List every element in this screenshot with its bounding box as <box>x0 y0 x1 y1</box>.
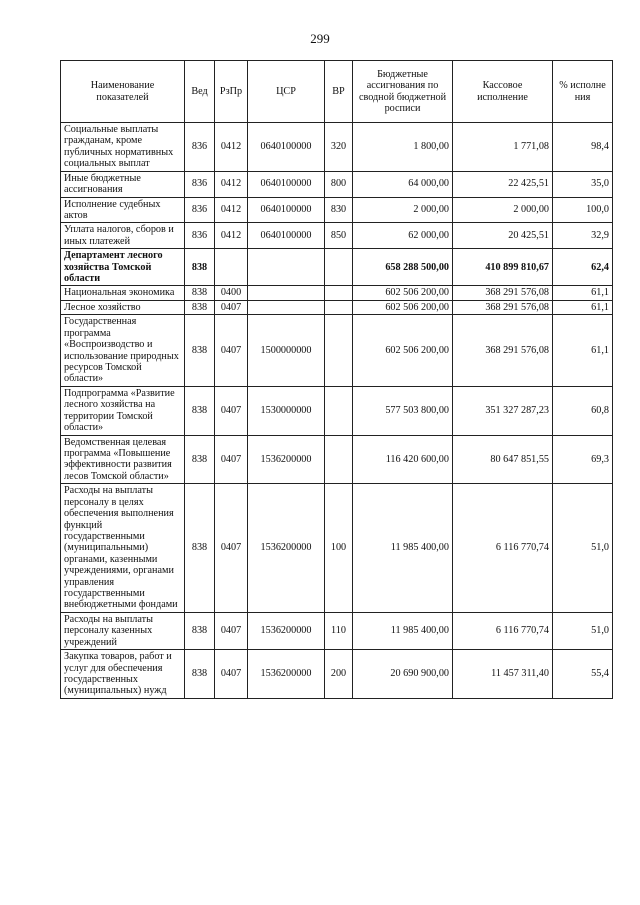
cell-rzpr: 0407 <box>215 300 248 314</box>
header-ved: Вед <box>185 61 215 123</box>
cell-rzpr: 0407 <box>215 612 248 649</box>
cell-name: Социальные выплаты гражданам, кроме публичных нормативных социальных выплат <box>61 123 185 172</box>
cell-budget: 64 000,00 <box>353 171 453 197</box>
cell-cash: 1 771,08 <box>453 123 553 172</box>
cell-ved: 836 <box>185 223 215 249</box>
cell-rzpr: 0407 <box>215 386 248 435</box>
page-number: 299 <box>310 31 330 46</box>
cell-budget: 2 000,00 <box>353 197 453 223</box>
cell-budget: 602 506 200,00 <box>353 300 453 314</box>
cell-percent: 51,0 <box>553 612 613 649</box>
cell-budget: 11 985 400,00 <box>353 612 453 649</box>
cell-ved: 838 <box>185 435 215 484</box>
cell-name: Департамент лесного хозяйства Томской области <box>61 249 185 286</box>
cell-percent: 51,0 <box>553 484 613 613</box>
cell-cash: 80 647 851,55 <box>453 435 553 484</box>
cell-budget: 20 690 900,00 <box>353 650 453 699</box>
cell-csr: 1536200000 <box>248 484 325 613</box>
table-row <box>61 123 613 172</box>
cell-vr: 850 <box>325 223 353 249</box>
cell-rzpr: 0412 <box>215 223 248 249</box>
table-row <box>61 286 613 300</box>
cell-rzpr: 0412 <box>215 171 248 197</box>
cell-csr <box>248 286 325 300</box>
cell-name: Национальная экономика <box>61 286 185 300</box>
cell-cash: 351 327 287,23 <box>453 386 553 435</box>
cell-csr: 1536200000 <box>248 612 325 649</box>
header-budget: Бюджетные ассигнования по сводной бюджетной росписи <box>353 61 453 123</box>
cell-budget: 602 506 200,00 <box>353 286 453 300</box>
table-row <box>61 300 613 314</box>
cell-name: Подпрограмма «Развитие лесного хозяйства на территории Томской области» <box>61 386 185 435</box>
table-row <box>61 223 613 249</box>
cell-csr: 1536200000 <box>248 435 325 484</box>
cell-name: Лесное хозяйство <box>61 300 185 314</box>
cell-name: Расходы на выплаты персоналу в целях обеспечения выполнения функций государственными (муниципальными) органами, казенными учреждениями, органами управления государственными внебюджетными фондами <box>61 484 185 613</box>
cell-csr: 1500000000 <box>248 315 325 387</box>
cell-rzpr: 0407 <box>215 650 248 699</box>
cell-csr <box>248 249 325 286</box>
cell-percent: 62,4 <box>553 249 613 286</box>
cell-rzpr: 0407 <box>215 315 248 387</box>
cell-budget: 11 985 400,00 <box>353 484 453 613</box>
cell-name: Исполнение судебных актов <box>61 197 185 223</box>
cell-ved: 838 <box>185 286 215 300</box>
table-row <box>61 315 613 387</box>
cell-name: Иные бюджетные ассигнования <box>61 171 185 197</box>
cell-cash: 6 116 770,74 <box>453 484 553 613</box>
cell-percent: 98,4 <box>553 123 613 172</box>
cell-rzpr: 0412 <box>215 123 248 172</box>
table-row <box>61 484 613 613</box>
cell-cash: 22 425,51 <box>453 171 553 197</box>
table-row <box>61 435 613 484</box>
header-vr: ВР <box>325 61 353 123</box>
cell-rzpr: 0400 <box>215 286 248 300</box>
cell-budget: 577 503 800,00 <box>353 386 453 435</box>
cell-budget: 658 288 500,00 <box>353 249 453 286</box>
cell-name: Уплата налогов, сборов и иных платежей <box>61 223 185 249</box>
cell-vr <box>325 315 353 387</box>
table-row <box>61 249 613 286</box>
cell-ved: 838 <box>185 300 215 314</box>
budget-execution-table <box>60 60 613 699</box>
header-cash: Кассовое исполнение <box>453 61 553 123</box>
header-name: Наименование показателей <box>61 61 185 123</box>
header-percent: % исполне ния <box>553 61 613 123</box>
table-row <box>61 650 613 699</box>
cell-vr <box>325 386 353 435</box>
cell-vr <box>325 300 353 314</box>
cell-name: Ведомственная целевая программа «Повышение эффективности развития лесов Томской области» <box>61 435 185 484</box>
cell-vr: 800 <box>325 171 353 197</box>
cell-budget: 1 800,00 <box>353 123 453 172</box>
cell-vr <box>325 249 353 286</box>
cell-cash: 11 457 311,40 <box>453 650 553 699</box>
cell-vr <box>325 286 353 300</box>
cell-vr: 320 <box>325 123 353 172</box>
cell-vr: 110 <box>325 612 353 649</box>
cell-budget: 62 000,00 <box>353 223 453 249</box>
cell-ved: 838 <box>185 650 215 699</box>
cell-percent: 32,9 <box>553 223 613 249</box>
cell-percent: 61,1 <box>553 286 613 300</box>
cell-percent: 35,0 <box>553 171 613 197</box>
cell-budget: 116 420 600,00 <box>353 435 453 484</box>
cell-ved: 838 <box>185 315 215 387</box>
cell-cash: 368 291 576,08 <box>453 315 553 387</box>
table-row <box>61 612 613 649</box>
cell-percent: 60,8 <box>553 386 613 435</box>
cell-vr: 830 <box>325 197 353 223</box>
cell-rzpr: 0407 <box>215 484 248 613</box>
cell-ved: 836 <box>185 123 215 172</box>
cell-rzpr: 0412 <box>215 197 248 223</box>
cell-vr: 100 <box>325 484 353 613</box>
header-csr: ЦСР <box>248 61 325 123</box>
cell-rzpr <box>215 249 248 286</box>
cell-csr: 0640100000 <box>248 223 325 249</box>
cell-vr <box>325 435 353 484</box>
cell-ved: 836 <box>185 197 215 223</box>
cell-ved: 838 <box>185 249 215 286</box>
cell-csr: 1530000000 <box>248 386 325 435</box>
header-rzpr: РзПр <box>215 61 248 123</box>
cell-ved: 838 <box>185 612 215 649</box>
cell-percent: 69,3 <box>553 435 613 484</box>
cell-rzpr: 0407 <box>215 435 248 484</box>
table-row <box>61 386 613 435</box>
cell-percent: 100,0 <box>553 197 613 223</box>
cell-name: Расходы на выплаты персоналу казенных учреждений <box>61 612 185 649</box>
cell-csr: 0640100000 <box>248 197 325 223</box>
cell-csr: 0640100000 <box>248 171 325 197</box>
cell-csr: 1536200000 <box>248 650 325 699</box>
cell-cash: 368 291 576,08 <box>453 300 553 314</box>
cell-ved: 838 <box>185 484 215 613</box>
cell-ved: 838 <box>185 386 215 435</box>
cell-ved: 836 <box>185 171 215 197</box>
cell-csr <box>248 300 325 314</box>
cell-budget: 602 506 200,00 <box>353 315 453 387</box>
cell-cash: 410 899 810,67 <box>453 249 553 286</box>
cell-cash: 368 291 576,08 <box>453 286 553 300</box>
cell-csr: 0640100000 <box>248 123 325 172</box>
cell-cash: 6 116 770,74 <box>453 612 553 649</box>
table-row <box>61 197 613 223</box>
cell-cash: 20 425,51 <box>453 223 553 249</box>
cell-vr: 200 <box>325 650 353 699</box>
cell-name: Государственная программа «Воспроизводство и использование природных ресурсов Томской области» <box>61 315 185 387</box>
table-header-row <box>61 61 613 123</box>
cell-name: Закупка товаров, работ и услуг для обеспечения государственных (муниципальных) нужд <box>61 650 185 699</box>
cell-cash: 2 000,00 <box>453 197 553 223</box>
table-row <box>61 171 613 197</box>
cell-percent: 55,4 <box>553 650 613 699</box>
cell-percent: 61,1 <box>553 300 613 314</box>
cell-percent: 61,1 <box>553 315 613 387</box>
